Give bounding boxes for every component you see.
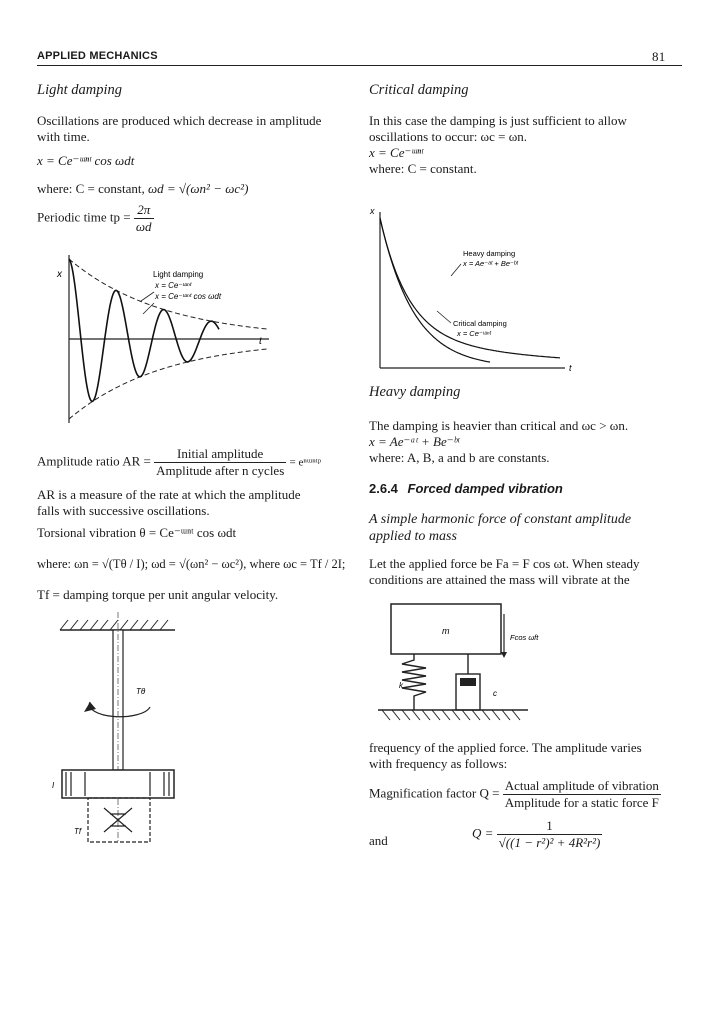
light-damping-figure xyxy=(37,240,342,435)
fig1-leader-1 xyxy=(141,292,154,301)
damper-label: c xyxy=(493,689,497,698)
oscillation-curve xyxy=(69,259,219,401)
fig1-label-light: Light damping xyxy=(153,270,204,279)
critical-equation-label: x = Ce⁻ᵚⁿᵗ xyxy=(457,329,491,338)
damper-tank xyxy=(88,798,150,842)
section-heading xyxy=(369,481,563,496)
page-number: 81 xyxy=(652,49,666,64)
support-hatching xyxy=(60,620,168,630)
periodic-num: 2π xyxy=(134,202,154,219)
light-damping-heading: Light damping xyxy=(37,82,122,98)
running-header: APPLIED MECHANICS xyxy=(37,50,158,62)
critical-equation: x = Ce⁻ᵚⁿᵗ xyxy=(369,145,424,160)
critical-where: where: C = constant. xyxy=(369,161,477,176)
amplitude-ratio-fraction xyxy=(154,446,286,479)
forced-text-1: Let the applied force be Fa = F cos ωt. When steady xyxy=(369,556,640,571)
critical-leader xyxy=(437,311,451,323)
periodic-den: ωd xyxy=(135,219,152,234)
heavy-leader xyxy=(451,264,461,276)
critical-label: Critical damping xyxy=(453,319,507,328)
q-equation xyxy=(472,818,602,851)
magnification-fraction xyxy=(503,778,661,811)
force-label: Fcos ωft xyxy=(510,633,539,642)
damper-piston xyxy=(460,678,476,686)
forced-subheading-1: A simple harmonic force of constant amplitude xyxy=(369,512,632,527)
periodic-time-label: Periodic time tp = xyxy=(37,209,131,225)
light-damping-intro-2: with time. xyxy=(37,129,90,144)
lower-envelope xyxy=(69,349,269,419)
heavy-where: where: A, B, a and b are constants. xyxy=(369,450,550,465)
force-arrowhead xyxy=(501,652,507,658)
forced-text-2: conditions are attained the mass will vibrate at the xyxy=(369,572,630,587)
amplitude-ratio xyxy=(37,446,321,479)
q-num: 1 xyxy=(497,818,603,835)
critical-damping-heading: Critical damping xyxy=(369,82,469,98)
magnification-label: Magnification factor Q = xyxy=(369,785,500,801)
fig2-label-t0: Tθ xyxy=(136,687,146,696)
fig1-label-curve: x = Ce⁻ᵚⁿᵗ cos ωdt xyxy=(155,292,222,301)
heavy-damping-heading: Heavy damping xyxy=(369,384,461,400)
fig2-label-i: I xyxy=(52,781,55,790)
heavy-equation: x = Ae⁻ᵃᵗ + Be⁻ᵇᵗ xyxy=(369,434,460,449)
critical-damping-curve xyxy=(380,218,490,362)
critical-text-2: oscillations to occur: ωc = ωn. xyxy=(369,129,528,144)
ar-desc-2: falls with successive oscillations. xyxy=(37,503,210,518)
light-damping-equation: x = Ce⁻ᵚⁿᵗ cos ωdt xyxy=(37,153,135,168)
mass-label: m xyxy=(442,626,450,636)
q-fraction xyxy=(497,818,603,851)
section-number: 2.6.4 xyxy=(369,481,398,496)
periodic-time-fraction xyxy=(134,202,154,235)
fig1-axis-t-label: t xyxy=(259,336,262,347)
amplitude-rhs: = eⁿᵚⁿᵗᵖ xyxy=(289,456,322,469)
ground-hatching xyxy=(382,710,520,720)
torsional-where: where: ωn = √(Tθ / I); ωd = √(ωn² − ωc²), where ωc = Tf / 2I; xyxy=(37,557,346,571)
forced-subheading-2: applied to mass xyxy=(369,529,457,544)
heavy-equation-label: x = Ae⁻ᵃᵗ + Be⁻ᵇᵗ xyxy=(463,259,518,268)
header-rule xyxy=(37,65,682,66)
where-constant: where: C = constant, xyxy=(37,181,145,196)
torsional-pendulum-figure xyxy=(40,612,200,852)
heavy-label: Heavy damping xyxy=(463,249,516,258)
and-label: and xyxy=(369,833,388,848)
omega-d-equation: ωd = √(ωn² − ωc²) xyxy=(147,181,249,196)
fig1-label-envelope: x = Ce⁻ᵚⁿᵗ xyxy=(155,281,192,290)
fig3-axis-t-label: t xyxy=(569,363,572,373)
magnification-text-2: with frequency as follows: xyxy=(369,756,508,771)
amplitude-den: Amplitude after n cycles xyxy=(156,463,285,478)
fig2-label-tf: Tf xyxy=(74,827,82,836)
magnification-text-1: frequency of the applied force. The amplitude varies xyxy=(369,740,642,755)
magnification-factor xyxy=(369,778,661,811)
section-title: Forced damped vibration xyxy=(407,481,563,496)
disc xyxy=(62,770,174,798)
magnification-den: Amplitude for a static force F xyxy=(504,795,659,810)
fig3-axis-x-label: x xyxy=(370,206,375,216)
mass-spring-damper-figure xyxy=(368,598,568,728)
ar-desc-1: AR is a measure of the rate at which the amplitude xyxy=(37,487,301,502)
damping-comparison-figure xyxy=(365,200,580,375)
heavy-text-1: The damping is heavier than critical and ωc > ωn. xyxy=(369,418,629,433)
tf-definition: Tf = damping torque per unit angular velocity. xyxy=(37,587,279,602)
torsional-vibration: Torsional vibration θ = Ce⁻ᵚⁿᵗ cos ωdt xyxy=(37,525,237,540)
q-label: Q = xyxy=(472,825,494,841)
amplitude-ratio-label: Amplitude ratio AR = xyxy=(37,453,151,469)
critical-text-1: In this case the damping is just sufficient to allow xyxy=(369,113,627,128)
fig1-axis-x-label: x xyxy=(57,269,62,280)
magnification-num: Actual amplitude of vibration xyxy=(504,778,659,793)
amplitude-num: Initial amplitude xyxy=(154,446,286,463)
light-damping-intro-1: Oscillations are produced which decrease in amplitude xyxy=(37,113,322,128)
light-damping-where xyxy=(37,181,248,197)
periodic-time xyxy=(37,202,154,235)
q-den: √((1 − r²)² + 4R²r²) xyxy=(498,835,601,850)
spring xyxy=(402,654,426,710)
spring-label: k xyxy=(399,681,403,690)
